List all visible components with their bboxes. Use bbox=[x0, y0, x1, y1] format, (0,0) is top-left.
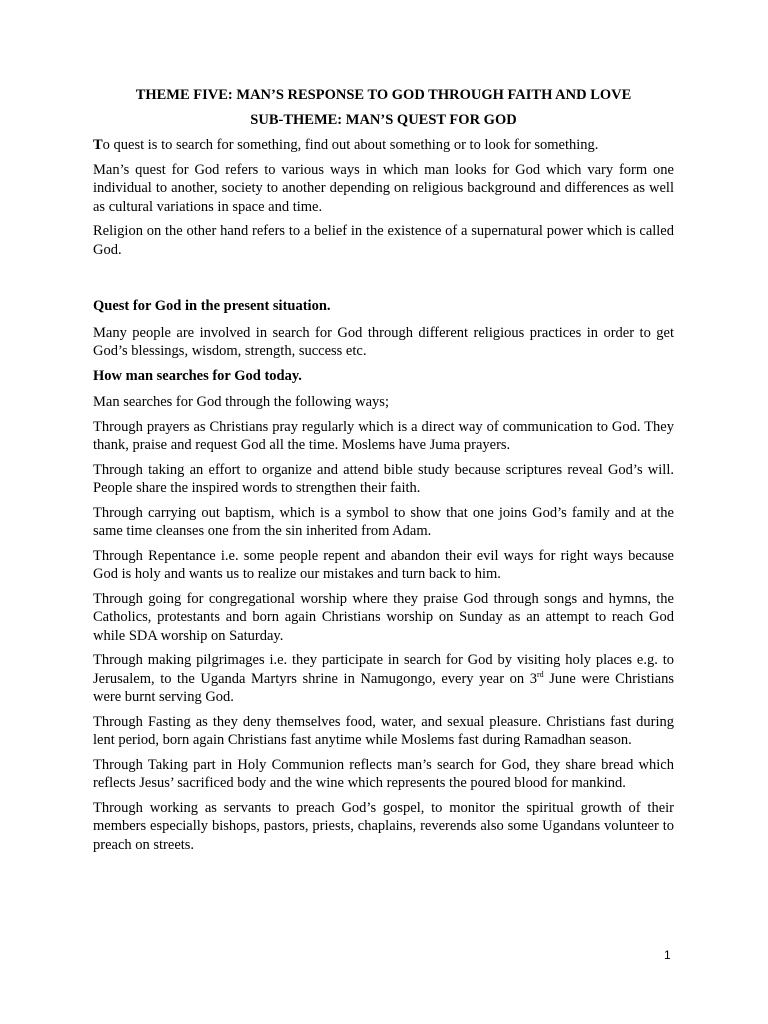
point-prayers: Through prayers as Christians pray regularly which is a direct way of communication to God. They thank, praise and request God all the time. Moslems have Juma prayers. bbox=[93, 418, 674, 453]
how-man-searches-heading: How man searches for God today. bbox=[93, 367, 302, 384]
point-servants: Through working as servants to preach God’s gospel, to monitor the spiritual growth of their members especially bishops, pastors, priests, chaplains, reverends also some Ugandans volunteer to preach on streets. bbox=[93, 799, 674, 853]
intro-paragraph bbox=[93, 136, 674, 155]
point-bible-study: Through taking an effort to organize and attend bible study because scriptures reveal God’s will. People share the inspired words to strengthen their faith. bbox=[93, 461, 674, 496]
point-pilgrimage bbox=[93, 651, 674, 707]
intro-first-letter: T bbox=[93, 137, 103, 153]
pilgrimage-text-before: Through making pilgrimages i.e. they participate in search for God by visiting holy places e.g. to Jerusalem, to the Uganda Martyrs shrine in Namugongo, every year on 3 bbox=[93, 652, 674, 687]
point-fasting: Through Fasting as they deny themselves food, water, and sexual pleasure. Christians fast during lent period, born again Christians fast anytime while Moslems fast during Ramadhan season. bbox=[93, 713, 674, 748]
pilgrimage-superscript: rd bbox=[537, 669, 544, 679]
intro-text: o quest is to search for something, find out about something or to look for something. bbox=[102, 137, 599, 153]
section-gap bbox=[93, 265, 674, 297]
point-baptism: Through carrying out baptism, which is a symbol to show that one joins God’s family and at the same time cleanses one from the sin inherited from Adam. bbox=[93, 504, 674, 539]
document-title: THEME FIVE: MAN’S RESPONSE TO GOD THROUGH FAITH AND LOVE bbox=[135, 87, 632, 103]
quest-definition-paragraph: Man’s quest for God refers to various ways in which man looks for God which vary form one individual to another, society to another depending on religious background and differences as well as cultural variations in space and time. bbox=[93, 161, 674, 215]
ways-intro-paragraph: Man searches for God through the following ways; bbox=[93, 394, 389, 410]
present-situation-heading: Quest for God in the present situation. bbox=[93, 298, 331, 314]
page-number: 1 bbox=[664, 948, 671, 962]
point-repentance: Through Repentance i.e. some people repent and abandon their evil ways for right ways because God is holy and wants us to realize our mistakes and turn back to him. bbox=[93, 547, 674, 582]
document-page bbox=[93, 86, 674, 860]
present-situation-paragraph: Many people are involved in search for God through different religious practices in order to get God’s blessings, wisdom, strength, success etc. bbox=[93, 324, 674, 359]
document-subtitle: SUB-THEME: MAN’S QUEST FOR GOD bbox=[250, 112, 517, 128]
pilgrimage-text-after: June were Christians were burnt serving God. bbox=[93, 670, 674, 705]
religion-definition-paragraph: Religion on the other hand refers to a belief in the existence of a supernatural power which is called God. bbox=[93, 223, 674, 258]
point-worship: Through going for congregational worship where they praise God through songs and hymns, the Catholics, protestants and born again Christians worship on Sunday as an attempt to reach God while SDA worship on Saturday. bbox=[93, 590, 674, 644]
point-holy-communion: Through Taking part in Holy Communion reflects man’s search for God, they share bread which reflects Jesus’ sacrificed body and the wine which represents the poured blood for mankind. bbox=[93, 756, 674, 791]
